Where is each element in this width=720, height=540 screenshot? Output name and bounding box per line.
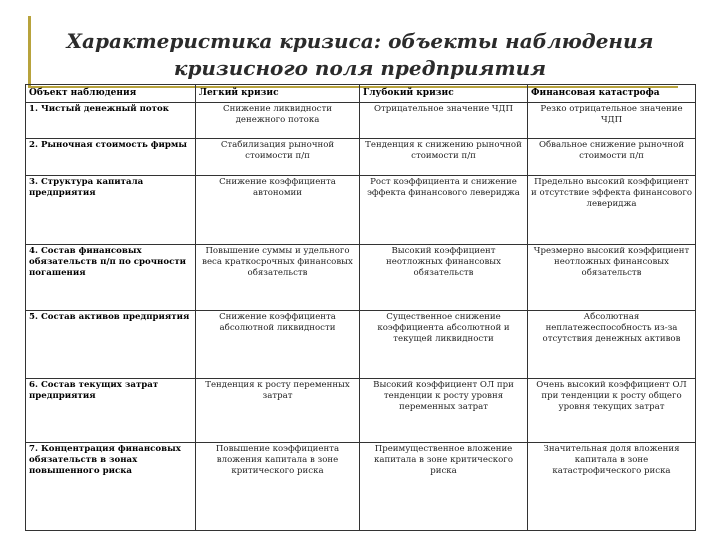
cell-light: Стабилизация рыночной стоимости п/п <box>196 139 360 176</box>
cell-catastrophe: Чрезмерно высокий коэффициент неотложных финансовых обязательств <box>528 245 696 311</box>
slide-title <box>40 28 680 82</box>
table-row <box>26 245 696 311</box>
crisis-table-container <box>25 84 695 531</box>
cell-light: Повышение коэффициента вложения капитала в зоне критического риска <box>196 443 360 531</box>
cell-object: 3. Структура капитала предприятия <box>26 176 196 245</box>
cell-deep: Существенное снижение коэффициента абсолютной и текущей ликвидности <box>360 311 528 379</box>
cell-catastrophe: Очень высокий коэффициент ОЛ при тенденции к росту общего уровня текущих затрат <box>528 379 696 443</box>
cell-light: Снижение ликвидности денежного потока <box>196 103 360 139</box>
cell-object: 2. Рыночная стоимость фирмы <box>26 139 196 176</box>
header-financial-catastrophe: Финансовая катастрофа <box>528 85 696 103</box>
cell-light: Снижение коэффициента автономии <box>196 176 360 245</box>
header-deep-crisis: Глубокий кризис <box>360 85 528 103</box>
cell-deep: Преимущественное вложение капитала в зоне критического риска <box>360 443 528 531</box>
crisis-table <box>25 84 696 531</box>
table-row <box>26 443 696 531</box>
cell-deep: Высокий коэффициент ОЛ при тенденции к росту уровня переменных затрат <box>360 379 528 443</box>
cell-object: 6. Состав текущих затрат предприятия <box>26 379 196 443</box>
cell-object: 1. Чистый денежный поток <box>26 103 196 139</box>
cell-catastrophe: Предельно высокий коэффициент и отсутствие эффекта финансового левериджа <box>528 176 696 245</box>
table-row <box>26 311 696 379</box>
cell-deep: Рост коэффициента и снижение эффекта финансового левериджа <box>360 176 528 245</box>
cell-object: 5. Состав активов предприятия <box>26 311 196 379</box>
cell-deep: Отрицательное значение ЧДП <box>360 103 528 139</box>
cell-catastrophe: Значительная доля вложения капитала в зоне катастрофического риска <box>528 443 696 531</box>
cell-catastrophe: Абсолютная неплатежеспособность из-за отсутствия денежных активов <box>528 311 696 379</box>
header-light-crisis: Легкий кризис <box>196 85 360 103</box>
table-header-row <box>26 85 696 103</box>
table-row <box>26 139 696 176</box>
decorative-vertical-line <box>28 16 31 86</box>
cell-light: Снижение коэффициента абсолютной ликвидности <box>196 311 360 379</box>
table-row <box>26 379 696 443</box>
title-line-2: кризисного поля предприятия <box>173 56 547 80</box>
table-row <box>26 103 696 139</box>
cell-object: 7. Концентрация финансовых обязательств в зонах повышенного риска <box>26 443 196 531</box>
title-line-1: Характеристика кризиса: объекты наблюдения <box>66 29 654 53</box>
cell-deep: Высокий коэффициент неотложных финансовых обязательств <box>360 245 528 311</box>
header-object: Объект наблюдения <box>26 85 196 103</box>
cell-catastrophe: Резко отрицательное значение ЧДП <box>528 103 696 139</box>
cell-catastrophe: Обвальное снижение рыночной стоимости п/п <box>528 139 696 176</box>
cell-object: 4. Состав финансовых обязательств п/п по срочности погашения <box>26 245 196 311</box>
cell-light: Повышение суммы и удельного веса краткосрочных финансовых обязательств <box>196 245 360 311</box>
table-row <box>26 176 696 245</box>
cell-light: Тенденция к росту переменных затрат <box>196 379 360 443</box>
cell-deep: Тенденция к снижению рыночной стоимости п/п <box>360 139 528 176</box>
